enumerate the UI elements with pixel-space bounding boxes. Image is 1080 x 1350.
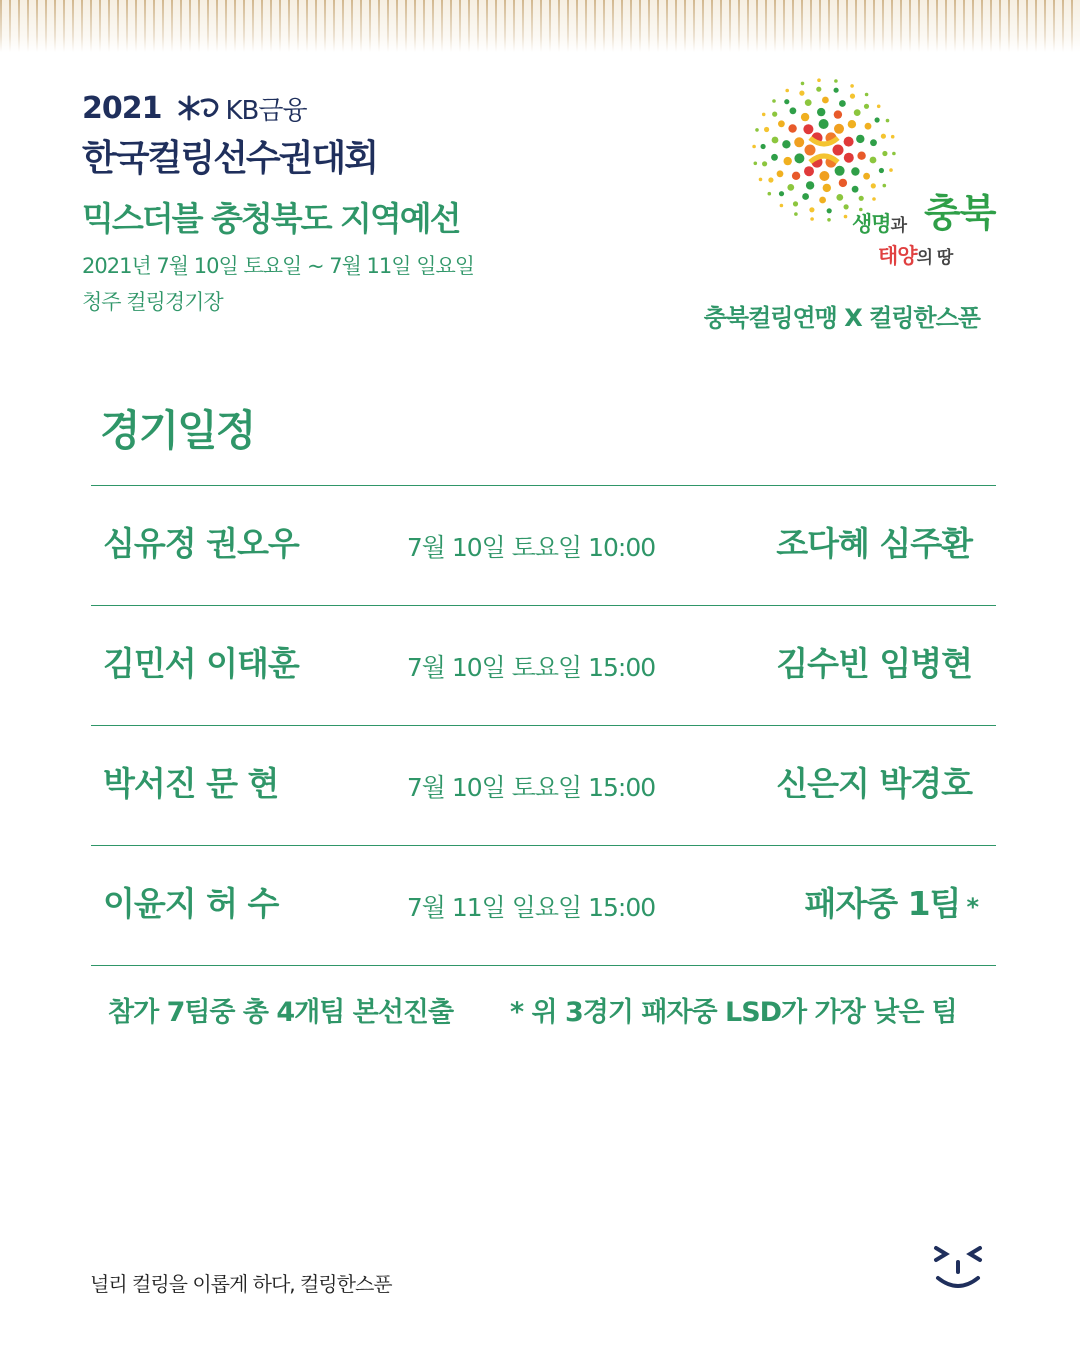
logo-dot: [891, 135, 895, 139]
logo-dot: [817, 78, 821, 82]
logo-dot: [850, 84, 854, 88]
sponsor-name: KB금융: [225, 95, 307, 126]
event-subtitle: 믹스더블 충청북도 지역예선: [82, 199, 460, 238]
logo-dot: [844, 137, 854, 147]
logo-dot: [864, 104, 869, 109]
logo-dot: [827, 218, 831, 222]
logo-dot: [787, 184, 794, 191]
logo-dot: [848, 120, 856, 128]
logo-dot: [819, 197, 826, 204]
logo-dot: [762, 113, 766, 117]
logo-dot: [836, 194, 843, 201]
logo-dot: [819, 171, 829, 181]
logo-dot: [790, 107, 797, 114]
organizers-credit: 충북컬링연맹 X 컬링한스푼: [703, 304, 980, 332]
logo-dot: [823, 184, 831, 192]
logo-dot: [782, 140, 790, 148]
logo-dot: [793, 201, 798, 206]
logo-dot: [801, 113, 809, 121]
logo-dot: [892, 152, 896, 156]
logo-dot: [822, 97, 829, 104]
left-team: 박서진 문 현: [103, 764, 279, 803]
logo-dot: [817, 108, 825, 116]
logo-dot: [805, 145, 816, 156]
chungbuk-logo: [752, 78, 1012, 278]
schedule-notes: [108, 990, 988, 1030]
logo-dot: [778, 120, 785, 127]
logo-dot: [819, 119, 829, 129]
logo-slogan-line1: 생명과: [852, 212, 907, 236]
footer-tagline: 널리 컬링을 이롭게 하다, 컬링한스푼: [90, 1272, 392, 1296]
logo-dot: [844, 204, 849, 209]
logo-dot: [816, 87, 821, 92]
logo-dot: [761, 144, 766, 149]
logo-dot: [844, 215, 848, 219]
logo-dot: [764, 127, 769, 132]
logo-dot: [852, 186, 859, 193]
footnote-asterisk: *: [966, 893, 978, 921]
logo-dot: [857, 152, 865, 160]
event-header: [82, 86, 474, 318]
logo-dot: [850, 94, 855, 99]
logo-dot: [754, 162, 758, 166]
logo-dot: [865, 93, 869, 97]
logo-dot: [810, 217, 814, 221]
logo-dot: [772, 112, 777, 117]
logo-dot: [772, 137, 779, 144]
event-venue: 청주 컬링경기장: [82, 290, 223, 314]
logo-dot: [851, 167, 859, 175]
event-title: 한국컬링선수권대회: [82, 138, 377, 179]
logo-dot: [844, 153, 854, 163]
logo-dot: [882, 151, 887, 156]
logo-dot: [834, 110, 842, 118]
logo-dot: [835, 166, 845, 176]
schedule-heading: 경기일정: [100, 406, 255, 455]
match-time: 7월 11일 일요일 15:00: [406, 893, 656, 922]
match-time: 7월 10일 토요일 15:00: [406, 773, 656, 802]
match-time: 7월 10일 토요일 10:00: [406, 533, 656, 562]
smiley-face-logo-icon: [928, 1240, 988, 1296]
qualification-note: 참가 7팀중 총 4개팀 본선진출: [108, 997, 454, 1028]
right-team: 조다혜 심주환: [776, 524, 972, 563]
logo-dot: [806, 181, 814, 189]
match-row: [91, 486, 996, 606]
logo-dot: [854, 109, 861, 116]
logo-dot: [794, 153, 804, 163]
logo-dot: [801, 82, 805, 86]
sunburst-dots-icon: [752, 78, 912, 228]
logo-dot: [834, 79, 838, 83]
logo-dot: [863, 173, 870, 180]
logo-dot: [768, 192, 772, 196]
logo-dot: [772, 99, 776, 103]
logo-dot: [784, 99, 789, 104]
left-team: 이윤지 허 수: [103, 884, 279, 923]
logo-dot: [827, 208, 832, 213]
logo-dot: [804, 166, 814, 176]
match-row: [91, 726, 996, 846]
logo-dot: [752, 145, 756, 149]
logo-dot: [771, 154, 778, 161]
right-team: 패자중 1팀 *: [804, 884, 978, 923]
event-dates: 2021년 7월 10일 토요일 ~ 7월 11일 일요일: [82, 254, 475, 278]
logo-dot: [839, 100, 846, 107]
logo-dot: [881, 134, 886, 139]
kb-star-logo-icon: [178, 92, 224, 124]
logo-dot: [871, 183, 876, 188]
left-team: 김민서 이태훈: [103, 644, 299, 683]
logo-dot: [859, 196, 864, 201]
logo-dot: [803, 124, 813, 134]
logo-dot: [785, 89, 789, 93]
year-sponsor-line: [82, 86, 474, 130]
logo-dot: [870, 157, 877, 164]
footnote-text: * 위 3경기 패자중 LSD가 가장 낮은 팀: [510, 997, 957, 1028]
logo-dot: [870, 139, 877, 146]
logo-slogan-region: 충북: [924, 191, 996, 235]
logo-dot: [768, 177, 773, 182]
logo-dot: [883, 184, 887, 188]
logo-dot: [886, 119, 890, 123]
match-time: 7월 10일 토요일 15:00: [406, 653, 656, 682]
logo-dot: [839, 179, 847, 187]
logo-dot: [779, 191, 784, 196]
logo-dot: [809, 207, 814, 212]
logo-dot: [834, 124, 844, 134]
logo-dot: [799, 91, 804, 96]
match-schedule: [91, 485, 996, 966]
logo-dot: [780, 204, 784, 208]
logo-dot: [759, 178, 763, 182]
logo-dot: [833, 145, 844, 156]
logo-dot: [777, 170, 784, 177]
logo-dot: [762, 161, 767, 166]
logo-dot: [792, 172, 800, 180]
logo-dot: [856, 135, 864, 143]
logo-dot: [875, 117, 880, 122]
logo-dot: [805, 99, 812, 106]
logo-dot: [755, 128, 759, 132]
logo-dot: [794, 212, 798, 216]
match-row: [91, 846, 996, 966]
logo-dot: [784, 157, 792, 165]
event-year: 2021: [82, 90, 162, 126]
right-team: 김수빈 임병현: [776, 644, 972, 683]
logo-dot: [877, 105, 881, 109]
logo-dot: [834, 88, 839, 93]
logo-dot: [872, 197, 876, 201]
logo-dot: [788, 124, 796, 132]
decorative-top-stripe: [0, 0, 1080, 52]
logo-dot: [802, 193, 809, 200]
logo-dot: [794, 137, 804, 147]
logo-dot: [865, 123, 872, 130]
right-team: 신은지 박경호: [776, 764, 972, 803]
logo-dot: [879, 168, 884, 173]
left-team: 심유정 권오우: [103, 524, 299, 563]
logo-dot: [889, 168, 893, 172]
match-row: [91, 606, 996, 726]
logo-slogan-line2: 태양의 땅: [878, 244, 953, 268]
